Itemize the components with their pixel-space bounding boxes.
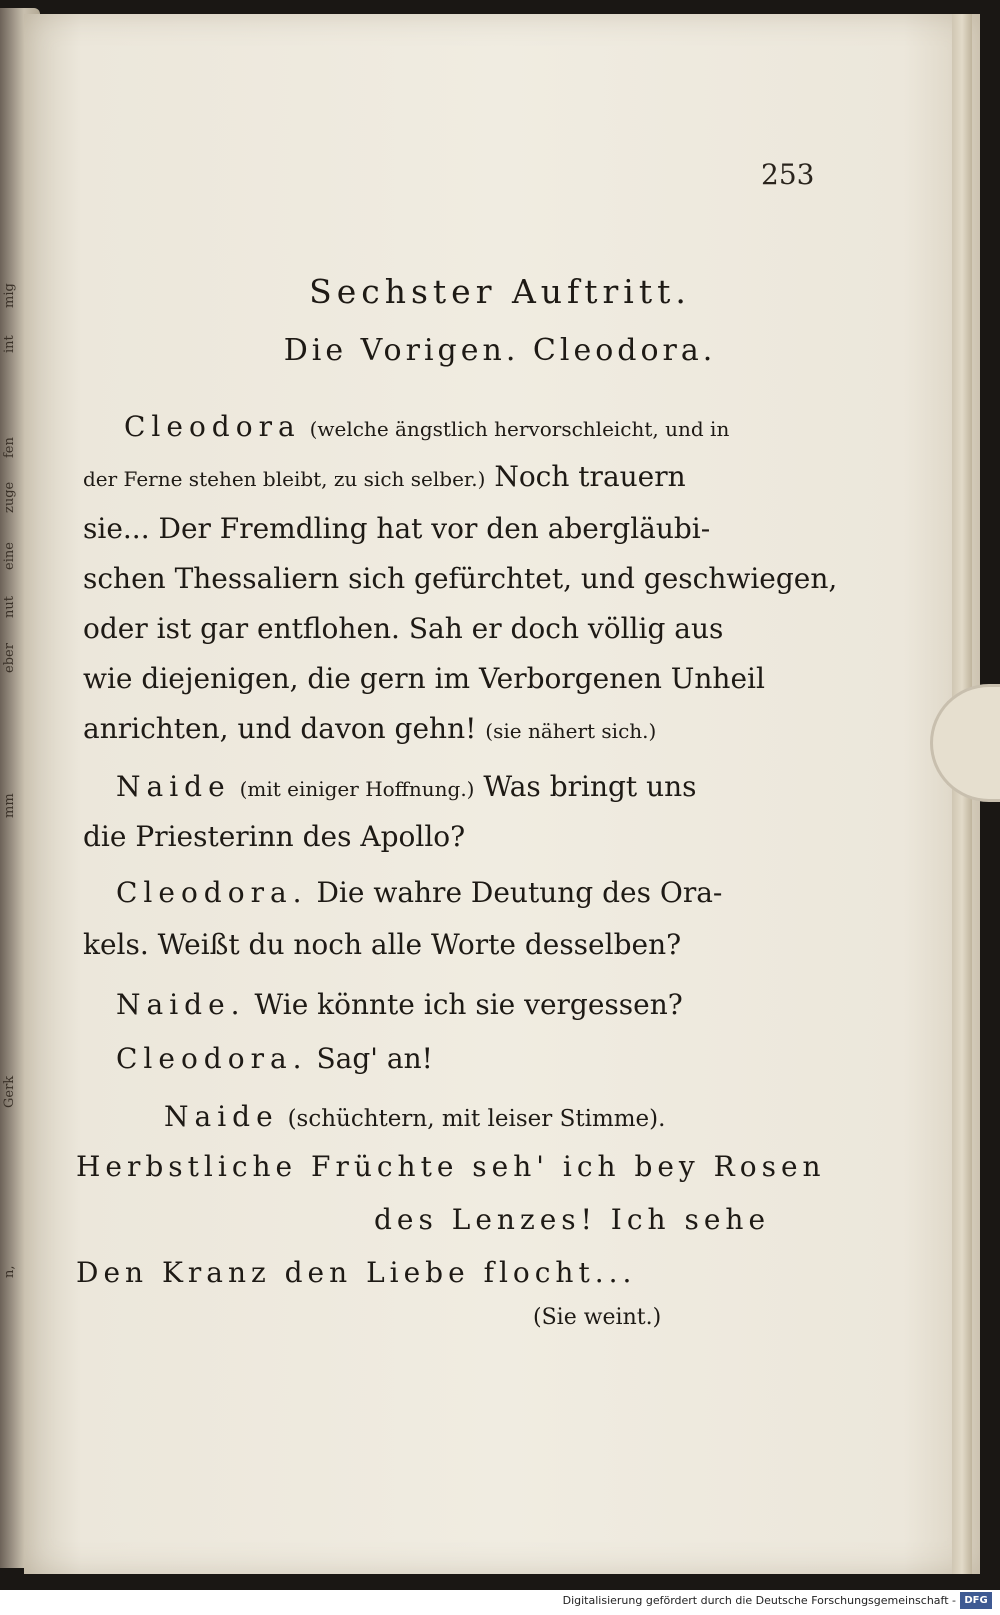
line-text: Die wahre Deutung des Ora-	[316, 876, 723, 909]
facing-page-fragment: nut	[2, 596, 17, 618]
text-line: wie diejenigen, die gern im Verborgenen Unheil	[83, 662, 765, 695]
facing-page-fragment: Gerk	[2, 1075, 17, 1108]
facing-page-fragment: eber	[2, 643, 17, 673]
dfg-logo: DFG	[960, 1592, 992, 1609]
text-line	[83, 712, 656, 745]
speaker-name: Naide	[164, 1100, 279, 1133]
speaker-name: Naide	[116, 770, 231, 803]
facing-page-fragment: n,	[2, 1265, 17, 1278]
speaker-name: Cleodora.	[116, 876, 308, 909]
facing-page-fragment: zuge	[2, 481, 17, 513]
line-text: Sag' an!	[316, 1042, 433, 1075]
text-line	[124, 410, 729, 443]
footer-credit: Digitalisierung gefördert durch die Deutsche Forschungsgemeinschaft -	[562, 1594, 956, 1607]
verse-line: des Lenzes! Ich sehe	[374, 1203, 771, 1236]
stage-direction: (sie nähert sich.)	[485, 719, 657, 743]
facing-page-fragment: mig	[2, 283, 17, 308]
text-line	[116, 876, 722, 909]
stage-direction: (mit einiger Hoffnung.)	[239, 777, 475, 801]
facing-page-fragment: mm	[2, 793, 17, 818]
line-text: anrichten, und davon gehn!	[83, 712, 477, 745]
speaker-name: Cleodora.	[116, 1042, 308, 1075]
line-text: Wie könnte ich sie vergessen?	[254, 988, 683, 1021]
facing-page-fragment: fen	[2, 437, 17, 458]
text-line: oder ist gar entflohen. Sah er doch völlig aus	[83, 612, 724, 645]
text-line	[164, 1100, 665, 1133]
text-line: schen Thessaliern sich gefürchtet, und geschwiegen,	[83, 562, 838, 595]
text-line	[116, 988, 683, 1021]
stage-direction: der Ferne stehen bleibt, zu sich selber.)	[83, 467, 486, 491]
stage-direction: (welche ängstlich hervorschleicht, und in	[309, 417, 730, 441]
verse-line: Herbstliche Früchte seh' ich bey Rosen	[76, 1150, 826, 1183]
text-line: kels. Weißt du noch alle Worte desselben?	[83, 928, 682, 961]
text-line: sie... Der Fremdling hat vor den abergläubi-	[83, 512, 711, 545]
text-line	[116, 770, 697, 803]
speaker-name: Naide.	[116, 988, 246, 1021]
line-text: Noch trauern	[494, 460, 686, 493]
persons-line: Die Vorigen. Cleodora.	[283, 333, 717, 368]
speaker-name: Cleodora	[124, 410, 301, 443]
text-line	[116, 1042, 433, 1075]
facing-page-fragment: int	[2, 335, 17, 353]
text-line	[83, 460, 686, 493]
scene-heading: Sechster Auftritt.	[309, 272, 691, 311]
final-stage-direction: (Sie weint.)	[533, 1305, 662, 1330]
text-line: die Priesterinn des Apollo?	[83, 820, 466, 853]
facing-page-fragment: eine	[2, 542, 17, 570]
stage-direction: (schüchtern, mit leiser Stimme).	[287, 1106, 666, 1132]
line-text: Was bringt uns	[483, 770, 697, 803]
page-number: 253	[761, 158, 815, 191]
verse-line: Den Kranz den Liebe flocht...	[76, 1256, 637, 1289]
